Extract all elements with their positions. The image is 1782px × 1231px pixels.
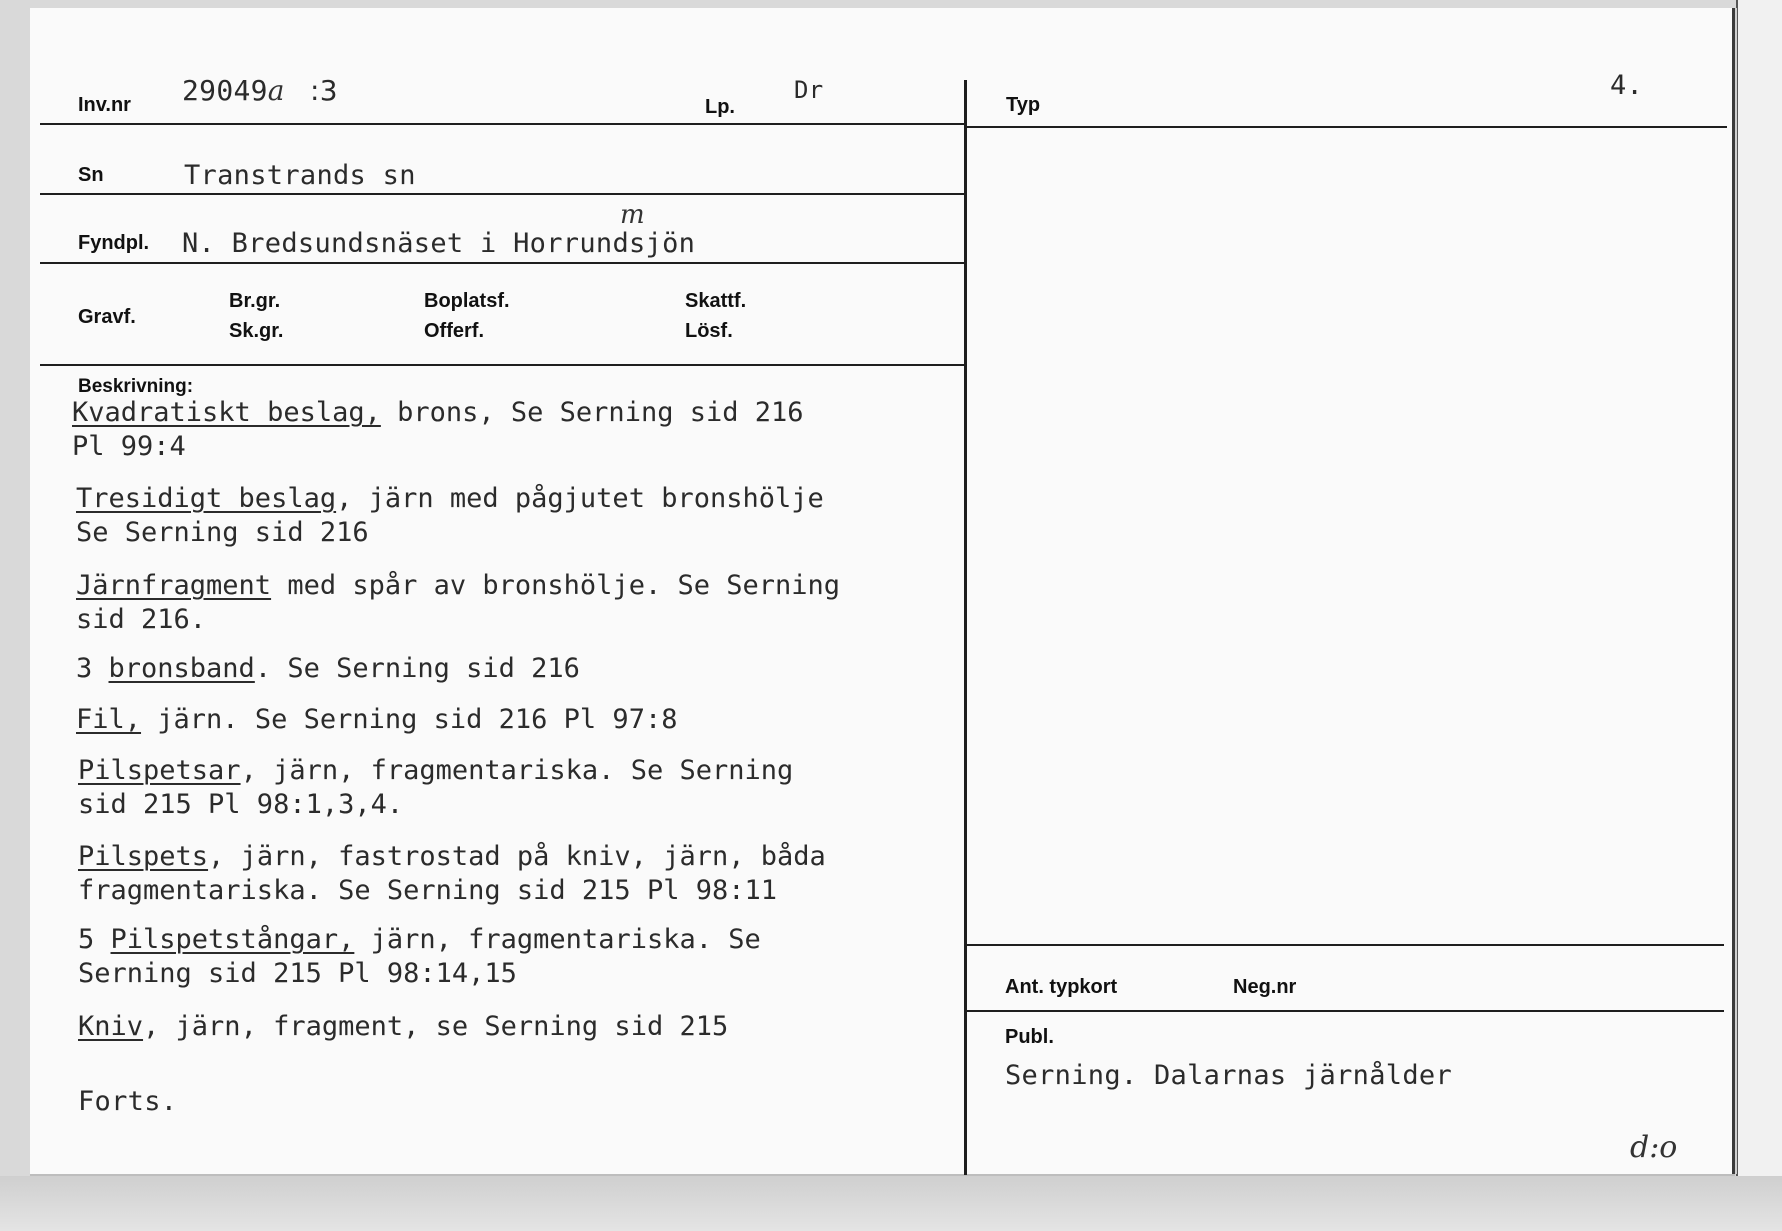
card-number: 4. xyxy=(1610,70,1644,101)
brgr-label: Br.gr. xyxy=(229,290,281,312)
fyndpl-label: Fyndpl. xyxy=(78,232,150,254)
rule-typ xyxy=(967,126,1727,128)
skattf-label: Skattf. xyxy=(685,290,747,312)
boplatsf-label: Boplatsf. xyxy=(424,290,510,312)
rule-fyndpl xyxy=(40,262,964,264)
fyndpl-handwritten-correction: m xyxy=(620,200,645,230)
description-entry: Tresidigt beslag, järn med pågjutet bronshölje Se Serning sid 216 xyxy=(76,483,824,548)
scan-background xyxy=(0,1176,1782,1231)
inv-nr-value: 29049a :3 xyxy=(182,74,338,107)
inv-nr-label: Inv.nr xyxy=(78,94,131,116)
lp-value: Dr xyxy=(794,76,824,104)
fyndpl-value: N. Bredsundsnäset i Horrundsjön xyxy=(182,228,696,259)
rule-inv xyxy=(40,123,964,125)
gravf-label: Gravf. xyxy=(78,306,136,328)
sn-label: Sn xyxy=(78,164,104,186)
publ-label: Publ. xyxy=(1005,1026,1054,1048)
rule-ant-typkort-bottom xyxy=(967,1010,1724,1012)
catalog-card xyxy=(30,8,1735,1174)
sn-value: Transtrands sn xyxy=(184,160,416,191)
description-entry: 3 bronsband. Se Serning sid 216 xyxy=(76,653,580,684)
beskrivning-label: Beskrivning: xyxy=(78,376,194,397)
losf-label: Lösf. xyxy=(685,320,733,342)
forts-note: Forts. xyxy=(78,1086,178,1117)
description-entry: Järnfragment med spår av bronshölje. Se Serning sid 216. xyxy=(76,570,841,635)
rule-gravf xyxy=(40,364,964,366)
rule-ant-typkort-top xyxy=(967,944,1724,946)
typ-label: Typ xyxy=(1006,94,1041,116)
description-entry: Pilspets, järn, fastrostad på kniv, järn, båda fragmentariska. Se Serning sid 215 Pl 98:11 xyxy=(78,841,826,906)
description-entry: 5 Pilspetstångar, järn, fragmentariska. Se Serning sid 215 Pl 98:14,15 xyxy=(78,924,761,989)
description-entry: Fil, järn. Se Serning sid 216 Pl 97:8 xyxy=(76,704,678,735)
neg-nr-label: Neg.nr xyxy=(1233,976,1297,998)
rule-sn xyxy=(40,193,964,195)
description-entry: Kniv, järn, fragment, se Serning sid 215 xyxy=(78,1011,729,1042)
skgr-label: Sk.gr. xyxy=(229,320,284,342)
publ-value: Serning. Dalarnas järnålder xyxy=(1005,1060,1452,1091)
lp-label: Lp. xyxy=(705,96,735,118)
card-stack-edge xyxy=(1736,0,1782,1231)
description-entry: Kvadratiskt beslag, brons, Se Serning sid 216 Pl 99:4 xyxy=(72,397,804,462)
description-entry: Pilspetsar, järn, fragmentariska. Se Serning sid 215 Pl 98:1,3,4. xyxy=(78,755,794,820)
handwritten-note: d:o xyxy=(1630,1130,1678,1165)
ant-typkort-label: Ant. typkort xyxy=(1005,976,1118,998)
offerf-label: Offerf. xyxy=(424,320,484,342)
